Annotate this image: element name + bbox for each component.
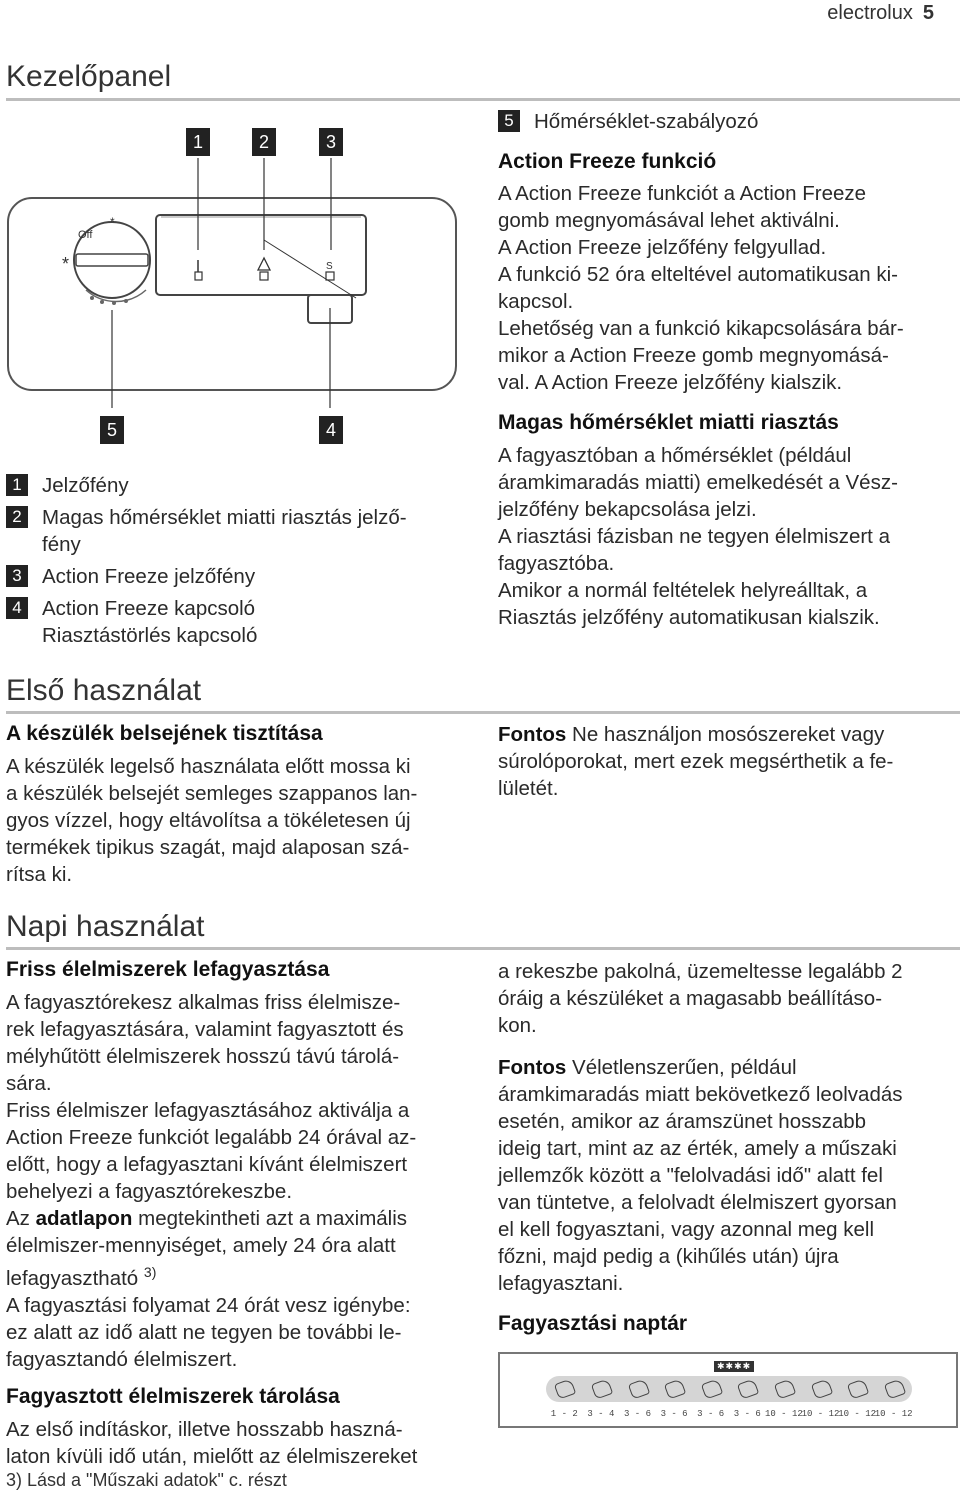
- text-line: mélyhűtött élelmiszerek hosszú távú tárolá-: [6, 1045, 400, 1068]
- legend-number: 5: [498, 110, 520, 132]
- control-panel-legend: [6, 472, 461, 649]
- dial-off-label: Off: [78, 229, 93, 241]
- text-line: a rekeszbe pakolná, üzemeltesse legalább 2: [498, 960, 903, 983]
- legend-text: Jelzőfény: [42, 474, 129, 497]
- calendar-period-label: 10 - 12: [801, 1409, 840, 1419]
- important-label: Fontos: [498, 723, 567, 746]
- meat-icon: [737, 1378, 759, 1399]
- callout-3: 3: [319, 128, 343, 156]
- fresh-food-text: A fagyasztórekesz alkalmas friss élelmisze- rek lefagyasztására, valamint fagyasztott és mélyhűtött élelmiszerek hosszú távú tárolá- sára. Friss élelmiszer lefagyasztásához aktiválja a Action Freeze funkciót legalább 24 órával az- előtt, hogy a lefagyasztani kívánt élelmiszert behelyezi a fagyasztórekeszbe. Az adatlapon megtekintheti azt a maximális élelmiszer-mennyiséget, amely 24 óra alatt lefagyasztható $^{3)}$ A fagyasztási folyamat 24 órát vesz igénybe: ez alatt az idő alatt ne tegyen be további le- fagyasztandó élelmiszert.: [6, 989, 476, 1373]
- page-number: 5: [922, 2, 934, 24]
- cake-icon: [700, 1378, 722, 1399]
- calendar-period-label: 1 - 2: [550, 1409, 578, 1419]
- alarm-title: Magas hőmérséklet miatti riasztás: [498, 411, 839, 434]
- freezing-calendar: [498, 1352, 958, 1428]
- text-line: óráig a készüléket a magasabb beállításo-: [498, 987, 883, 1010]
- fish-icon: [591, 1378, 613, 1399]
- text-line: A fagyasztórekesz alkalmas friss élelmisze-: [6, 991, 401, 1014]
- bread-icon: [664, 1378, 686, 1399]
- text-line: Az első indításkor, illetve hosszabb haszná-: [6, 1418, 403, 1441]
- calendar-period-label: 3 - 6: [623, 1409, 651, 1419]
- text-line: áramkimaradás miatti) emelkedését a Vész-: [498, 471, 898, 494]
- callout-2: 2: [252, 128, 276, 156]
- legend-item: [6, 504, 461, 558]
- action-freeze-symbol: S: [326, 261, 333, 272]
- important-note-1: [498, 721, 960, 802]
- text-line: Friss élelmiszer lefagyasztásához aktiválja a: [6, 1099, 410, 1122]
- freezing-calendar-title: Fagyasztási naptár: [498, 1312, 688, 1335]
- text-line: Amikor a normál feltételek helyreálltak, a: [498, 579, 868, 602]
- text-line: gomb megnyomásával lehet aktiválni.: [498, 209, 840, 232]
- text-line: A fagyasztási folyamat 24 órát vesz igénybe:: [6, 1293, 411, 1317]
- footnote: 3) Lásd a "Műszaki adatok" c. részt: [6, 1470, 287, 1490]
- text-line: gyos vízzel, hogy eltávolítsa a tökéletesen új: [6, 809, 411, 832]
- text-line: kapcsol.: [498, 290, 574, 313]
- calendar-period-label: 10 - 12: [874, 1409, 913, 1419]
- legend-number: 2: [6, 506, 28, 528]
- section-title-first-use: Első használat: [6, 674, 202, 707]
- text-line: előtt, hogy a lefagyasztani kívánt élelmiszert: [6, 1153, 408, 1176]
- calendar-period-label: 3 - 6: [660, 1409, 688, 1419]
- legend-number: 4: [6, 597, 28, 619]
- text-line: rítsa ki.: [6, 863, 73, 886]
- vegetable-icon: [847, 1378, 869, 1399]
- control-panel-diagram: [6, 120, 466, 450]
- callout-5: 5: [100, 416, 124, 444]
- cleaning-title: A készülék belsejének tisztítása: [6, 722, 323, 745]
- four-star-badge: ✱✱✱✱: [714, 1361, 754, 1372]
- text-line: Véletlenszerűen, például: [566, 1056, 797, 1079]
- alarm-text: [498, 442, 960, 631]
- text-line: fagyasztandó élelmiszert.: [6, 1347, 238, 1371]
- brand-name: electrolux: [827, 2, 913, 24]
- text-line: ez alatt az idő alatt ne tegyen be további le-: [6, 1320, 402, 1344]
- section-rule: [6, 711, 960, 714]
- section-rule: [6, 98, 960, 101]
- calendar-period-label: 10 - 12: [764, 1409, 803, 1419]
- dial-grip: [76, 254, 148, 266]
- text-line: áramkimaradás miatt bekövetkező leolvadás: [498, 1083, 903, 1106]
- legend-text: Hőmérséklet-szabályozó: [534, 110, 759, 133]
- text-line: kon.: [498, 1014, 537, 1037]
- indicator-strip: [156, 215, 366, 295]
- control-panel-svg: [6, 120, 466, 450]
- text-line: rek lefagyasztására, valamint fagyasztott és: [6, 1018, 404, 1041]
- legend-text: Action Freeze kapcsoló Riasztástörlés kapcsoló: [42, 597, 258, 647]
- dial-min-snowflake: *: [110, 215, 115, 229]
- text-line: termékek tipikus szagát, majd alaposan szá-: [6, 836, 410, 859]
- milk-icon: [554, 1378, 576, 1399]
- text-line: el kell fogyasztani, vagy azonnal meg kell: [498, 1218, 875, 1241]
- calendar-period-label: 10 - 12: [838, 1409, 876, 1419]
- section-title-daily-use: Napi használat: [6, 910, 205, 943]
- text-line: A Action Freeze funkciót a Action Freeze: [498, 182, 867, 205]
- frozen-food-text-continued: [498, 958, 960, 1039]
- action-freeze-text: [498, 180, 960, 396]
- fruit-icon: [883, 1378, 905, 1399]
- fresh-food-title: Friss élelmiszerek lefagyasztása: [6, 958, 330, 981]
- text-line: van tüntetve, a felolvadt élelmiszert gyorsan: [498, 1191, 897, 1214]
- text-line: A készülék legelső használata előtt mossa ki: [6, 755, 411, 778]
- calendar-period-label: 3 - 6: [733, 1409, 761, 1419]
- legend-item: [6, 595, 461, 649]
- text-line: val. A Action Freeze jelzőfény kialszik.: [498, 371, 843, 394]
- datasheet-link-text: adatlapon: [35, 1207, 133, 1230]
- action-freeze-title: Action Freeze funkció: [498, 150, 717, 173]
- text-line: esetén, amikor az áramszünet hosszabb: [498, 1110, 867, 1133]
- bird-icon: [810, 1378, 832, 1399]
- text-line: Ne használjon mosószereket vagy: [566, 723, 885, 746]
- important-note-2: [498, 1054, 960, 1297]
- section-rule: [6, 947, 960, 950]
- text-line: behelyezi a fagyasztórekeszbe.: [6, 1180, 293, 1203]
- calendar-period-label: 3 - 6: [697, 1409, 725, 1419]
- text-line: fagyasztóba.: [498, 552, 615, 575]
- poultry-icon: [774, 1378, 796, 1399]
- frozen-food-title: Fagyasztott élelmiszerek tárolása: [6, 1385, 340, 1408]
- text-line: sára.: [6, 1072, 52, 1095]
- text-line: laton kívüli idő után, mielőtt az élelmiszereket: [6, 1445, 418, 1468]
- text-line: lületét.: [498, 777, 559, 800]
- text-line: lefagyasztani.: [498, 1272, 624, 1295]
- text-line: a készülék belsejét semleges szappanos lan-: [6, 782, 418, 805]
- text-line: A funkció 52 óra elteltével automatikusan ki-: [498, 263, 898, 286]
- text-line: ideig tart, mint az az érték, amely a műszaki: [498, 1137, 897, 1160]
- text-line: mikor a Action Freeze gomb megnyomásá-: [498, 344, 889, 367]
- legend-text: Magas hőmérséklet miatti riasztás jelző-fény: [42, 506, 407, 556]
- text-line: Riasztás jelzőfény automatikusan kialszik.: [498, 606, 880, 629]
- text-line: A fagyasztóban a hőmérséklet (például: [498, 444, 852, 467]
- page-header: [827, 2, 934, 25]
- text-line: A Action Freeze jelzőfény felgyullad.: [498, 236, 827, 259]
- text-line: A riasztási fázisban ne tegyen élelmiszert a: [498, 525, 890, 548]
- text-line: súrolóporokat, mert ezek megsérthetik a fe-: [498, 750, 894, 773]
- legend-item-5: [498, 108, 958, 135]
- callout-4: 4: [319, 416, 343, 444]
- legend-item: [6, 472, 461, 499]
- calendar-period-label: 3 - 4: [587, 1409, 615, 1419]
- legend-number: 1: [6, 474, 28, 496]
- shrimp-icon: [627, 1378, 649, 1399]
- text-line: Action Freeze funkciót legalább 24 órával az-: [6, 1126, 417, 1149]
- section-title-control-panel: Kezelőpanel: [6, 60, 172, 93]
- footnote-ref: 3): [143, 1264, 157, 1280]
- text-line: főzni, majd pedig a (kihűlés után) újra: [498, 1245, 839, 1268]
- text-line: jellemzők között a "felolvadási idő" alatt fel: [498, 1164, 883, 1187]
- dial-max-snowflake: *: [62, 254, 70, 274]
- legend-number: 3: [6, 565, 28, 587]
- text-line: Lehetőség van a funkció kikapcsolására bár-: [498, 317, 904, 340]
- cleaning-text: [6, 753, 476, 888]
- frozen-food-text: [6, 1416, 476, 1470]
- callout-1: 1: [186, 128, 210, 156]
- important-label: Fontos: [498, 1056, 567, 1079]
- text-line: jelzőfény bekapcsolása jelzi.: [498, 498, 757, 521]
- legend-text: Action Freeze jelzőfény: [42, 565, 256, 588]
- legend-item: [6, 563, 461, 590]
